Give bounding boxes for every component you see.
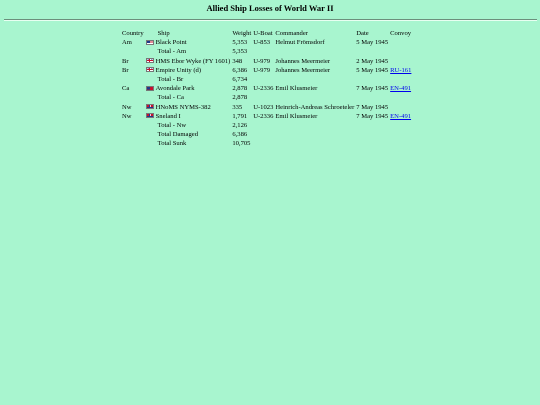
table-row — [121, 112, 412, 121]
header-commander: Commander — [275, 30, 308, 37]
norway-flag-icon — [146, 104, 154, 109]
commander-cell: Heinrich-Andreas Schroeteler — [275, 103, 355, 111]
weight-cell: 5,353 — [232, 39, 248, 47]
table-body — [121, 38, 412, 148]
ship-name: HNoMS NYMS-382 — [155, 103, 211, 111]
total-label: Total - Ca — [157, 94, 184, 102]
empty-cell — [389, 47, 412, 56]
date-cell: 5 May 1945 — [356, 39, 389, 47]
uboat-cell: U-2336 — [253, 112, 274, 120]
date-cell: 7 May 1945 — [356, 103, 389, 111]
total-weight: 2,126 — [232, 122, 248, 130]
empty-cell — [355, 130, 389, 139]
date-cell: 2 May 1945 — [356, 57, 389, 65]
commander-cell: Johannes Meermeier — [275, 57, 331, 65]
table-row — [121, 38, 412, 47]
empty-cell — [355, 121, 389, 130]
country-cell: Br — [122, 66, 129, 74]
uboat-cell: U-1023 — [253, 103, 274, 111]
commander-cell: Helmut Frömsdorf — [275, 39, 325, 47]
header-country: Country — [122, 30, 144, 37]
convoy-link[interactable]: RU-161 — [390, 66, 412, 74]
empty-cell — [355, 93, 389, 102]
empty-cell — [274, 130, 355, 139]
weight-cell: 2,878 — [232, 85, 248, 93]
total-weight: 2,878 — [232, 94, 248, 102]
weight-cell: 1,791 — [232, 112, 248, 120]
convoy-cell — [389, 84, 412, 93]
convoy-cell — [389, 38, 412, 47]
empty-cell — [274, 75, 355, 84]
header-convoy: Convoy — [390, 30, 412, 37]
total-label: Total Sunk — [157, 140, 187, 148]
canada-flag-icon — [146, 86, 154, 91]
convoy-cell — [389, 103, 412, 112]
country-cell — [121, 130, 145, 139]
header-weight: Weight — [232, 30, 252, 37]
country-cell — [121, 139, 145, 148]
total-row — [121, 139, 412, 148]
commander-cell: Emil Klusmeier — [275, 112, 318, 120]
date-cell: 5 May 1945 — [356, 66, 389, 74]
empty-cell — [355, 47, 389, 56]
table-row — [121, 84, 412, 93]
page-title: Allied Ship Losses of World War II — [206, 3, 334, 13]
empty-cell — [389, 139, 412, 148]
convoy-cell — [389, 112, 412, 121]
ship-cell — [145, 66, 232, 75]
header-ship: Ship — [157, 30, 170, 37]
date-cell: 7 May 1945 — [356, 85, 389, 93]
total-row — [121, 121, 412, 130]
total-label: Total - Nw — [157, 122, 187, 130]
empty-cell — [274, 139, 355, 148]
uboat-cell: U-979 — [253, 57, 271, 65]
total-weight: 5,353 — [232, 48, 248, 56]
convoy-link[interactable]: EN-491 — [390, 112, 412, 120]
header-uboat: U-Boat — [253, 30, 273, 37]
empty-cell — [355, 139, 389, 148]
date-cell: 7 May 1945 — [356, 112, 389, 120]
empty-cell — [252, 139, 274, 148]
ship-name: Avondale Park — [155, 85, 195, 93]
empty-cell — [389, 75, 412, 84]
ship-cell — [145, 57, 232, 66]
header-date: Date — [356, 30, 369, 37]
ship-name: Empire Unity (d) — [155, 66, 202, 74]
empty-cell — [252, 130, 274, 139]
total-weight: 6,386 — [232, 131, 248, 139]
country-cell: Am — [122, 39, 132, 47]
ship-name: Black Point — [155, 39, 187, 47]
empty-cell — [389, 93, 412, 102]
empty-cell — [274, 47, 355, 56]
weight-cell: 335 — [232, 103, 243, 111]
convoy-cell — [389, 57, 412, 66]
commander-cell: Emil Klusmeier — [275, 85, 318, 93]
country-cell — [121, 47, 145, 56]
country-cell: Nw — [122, 112, 132, 120]
total-row — [121, 130, 412, 139]
table-row — [121, 57, 412, 66]
country-cell — [121, 121, 145, 130]
total-label: Total Damaged — [157, 131, 198, 139]
ship-cell — [145, 38, 232, 47]
empty-cell — [252, 75, 274, 84]
total-label: Total - Br — [157, 76, 184, 84]
table-header-row — [121, 29, 412, 38]
country-cell: Br — [122, 57, 129, 65]
us-flag-icon — [146, 40, 154, 45]
ship-cell — [145, 103, 232, 112]
empty-cell — [355, 75, 389, 84]
ship-name: HMS Ebor Wyke (FY 1601) — [155, 57, 231, 65]
weight-cell: 6,386 — [232, 66, 248, 74]
empty-cell — [274, 93, 355, 102]
commander-cell: Johannes Meermeier — [275, 66, 331, 74]
empty-cell — [252, 93, 274, 102]
empty-cell — [274, 121, 355, 130]
norway-flag-icon — [146, 113, 154, 118]
horizontal-rule — [4, 19, 537, 21]
uk-flag-icon — [146, 58, 154, 63]
uboat-cell: U-979 — [253, 66, 271, 74]
uboat-cell: U-853 — [253, 39, 271, 47]
empty-cell — [389, 121, 412, 130]
convoy-link[interactable]: EN-491 — [390, 85, 412, 93]
table-row — [121, 103, 412, 112]
ship-name: Sneland I — [155, 112, 181, 120]
country-cell: Nw — [122, 103, 132, 111]
country-cell — [121, 75, 145, 84]
empty-cell — [252, 121, 274, 130]
weight-cell: 348 — [232, 57, 243, 65]
table-row — [121, 66, 412, 75]
uboat-cell: U-2336 — [253, 85, 274, 93]
total-label: Total - Am — [157, 48, 187, 56]
total-weight: 6,734 — [232, 76, 248, 84]
country-cell: Ca — [122, 85, 130, 93]
empty-cell — [389, 130, 412, 139]
ship-cell — [145, 112, 232, 121]
total-weight: 10,705 — [232, 140, 251, 148]
total-row — [121, 93, 412, 102]
convoy-cell — [389, 66, 412, 75]
total-row — [121, 47, 412, 56]
ship-cell — [145, 84, 232, 93]
uk-flag-icon — [146, 67, 154, 72]
empty-cell — [252, 47, 274, 56]
country-cell — [121, 93, 145, 102]
ship-losses-table — [121, 29, 412, 149]
total-row — [121, 75, 412, 84]
